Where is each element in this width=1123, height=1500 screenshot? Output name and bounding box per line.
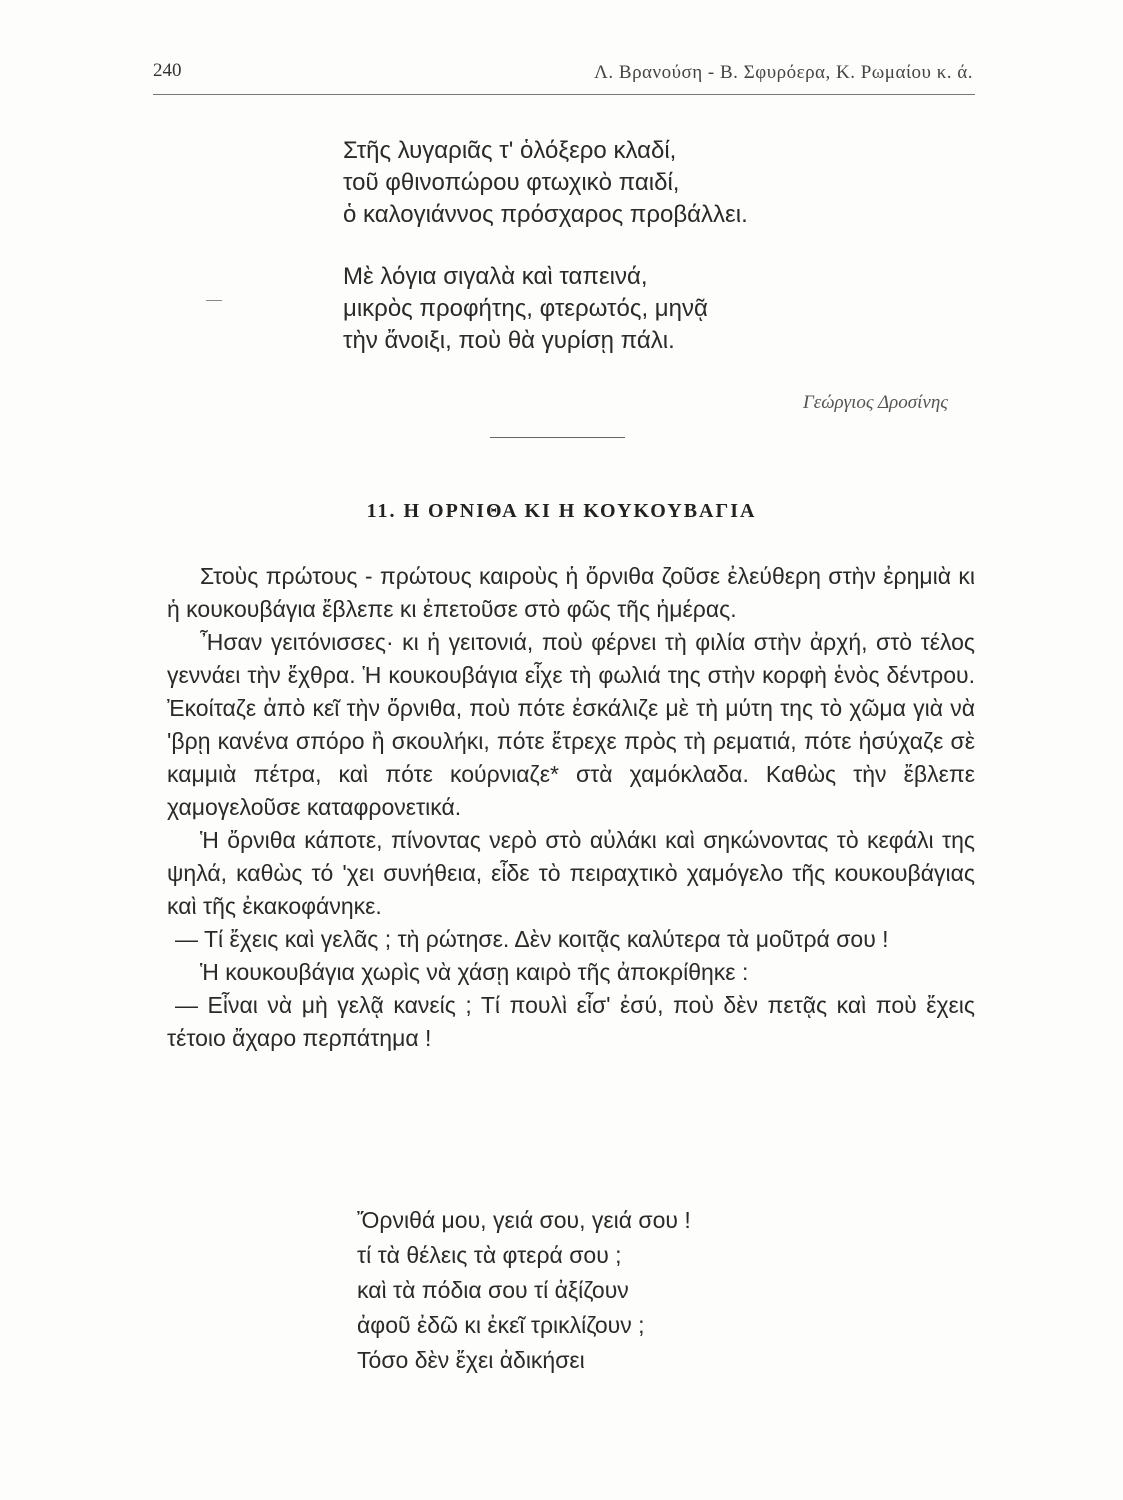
chapter-body xyxy=(167,560,975,1055)
page-number: 240 xyxy=(153,60,182,81)
poem-author-signature: Γεώργιος Δροσίνης xyxy=(802,392,948,413)
paragraph: Στοὺς πρώτους - πρώτους καιροὺς ἡ ὄρνιθα ζοῦσε ἐλεύθερη στὴν ἐρημιὰ κι ἡ κουκουβάγια ἔβλεπε κι ἐπετοῦσε στὸ φῶς τῆς ἡμέρας. xyxy=(167,563,975,622)
poem-stanza-2 xyxy=(343,261,708,357)
paragraph: Ἡ κουκουβάγια χωρὶς νὰ χάσῃ καιρὸ τῆς ἀποκρίθηκε : xyxy=(200,959,749,985)
paragraph: Ἡ ὄρνιθα κάποτε, πίνοντας νερὸ στὸ αὐλάκι καὶ σηκώνοντας τὸ κεφάλι της ψηλά, καθὼς τό 'χει συνήθεια, εἶδε τὸ πειραχτικὸ χαμόγελο τῆς κουκουβάγιας καὶ τῆς ἐκακοφάνηκε. xyxy=(167,827,975,919)
poem-line: τὴν ἄνοιξι, ποὺ θὰ γυρίσῃ πάλι. xyxy=(343,327,675,354)
verse-line: Ὄρνιθά μου, γειά σου, γειά σου ! xyxy=(357,1207,691,1233)
section-separator xyxy=(490,437,625,438)
poem-line: Μὲ λόγια σιγαλὰ καὶ ταπεινά, xyxy=(343,263,648,290)
dialog-paragraph: — Εἶναι νὰ μὴ γελᾷ κανείς ; Τί πουλὶ εἶσ' ἐσύ, ποὺ δὲν πετᾷς καὶ ποὺ ἔχεις τέτοιο ἄχαρο περπάτημα ! xyxy=(167,992,975,1051)
paragraph: Ἦσαν γειτόνισσες· κι ἡ γειτονιά, ποὺ φέρνει τὴ φιλία στὴν ἀρχή, στὸ τέλος γεννάει τὴν ἔχθρα. Ἡ κουκουβάγια εἶχε τὴ φωλιά της στὴν κορφὴ ἑνὸς δέντρου. Ἐκοίταζε ἀπὸ κεῖ τὴν ὄρνιθα, ποὺ πότε ἐσκάλιζε μὲ τὴ μύτη της τὸ χῶμα γιὰ νὰ 'βρῃ κανένα σπόρο ἢ σκουλήκι, πότε ἔτρεχε πρὸς τὴ ρεματιά, πότε ἡσύχαζε σὲ καμμιὰ πέτρα, καὶ πότε κούρνιαζε* στὰ χαμόκλαδα. Καθὼς τὴν ἔβλεπε χαμογελοῦσε καταφρονετικά. xyxy=(167,629,975,820)
poem-stanza-1 xyxy=(343,135,748,231)
poem-line: Στῆς λυγαριᾶς τ' ὁλόξερο κλαδί, xyxy=(343,137,677,164)
chapter-title: 11. Η ΟΡΝΙΘΑ ΚΙ Η ΚΟΥΚΟΥΒΑΓΙΑ xyxy=(366,500,757,522)
poem-line: μικρὸς προφήτης, φτερωτός, μηνᾷ xyxy=(343,295,708,322)
verse-line: ἀφοῦ ἐδῶ κι ἐκεῖ τρικλίζουν ; xyxy=(357,1312,645,1338)
margin-mark xyxy=(206,300,222,301)
verse-line: Τόσο δὲν ἔχει ἀδικήσει xyxy=(357,1347,585,1373)
verse-line: τί τὰ θέλεις τὰ φτερά σου ; xyxy=(357,1242,622,1268)
dialog-paragraph: — Τί ἔχεις καὶ γελᾶς ; τὴ ρώτησε. Δὲν κοιτᾷς καλύτερα τὰ μοῦτρά σου ! xyxy=(175,926,889,952)
poem-line: τοῦ φθινοπώρου φτωχικὸ παιδί, xyxy=(343,169,680,196)
running-head: Λ. Βρανούση - Β. Σφυρόερα, Κ. Ρωμαίου κ. ά. xyxy=(594,62,973,83)
verse-block xyxy=(357,1203,691,1378)
verse-line: καὶ τὰ πόδια σου τί ἀξίζουν xyxy=(357,1277,629,1303)
header-rule xyxy=(153,94,975,95)
poem-line: ὁ καλογιάννος πρόσχαρος προβάλλει. xyxy=(343,201,748,228)
